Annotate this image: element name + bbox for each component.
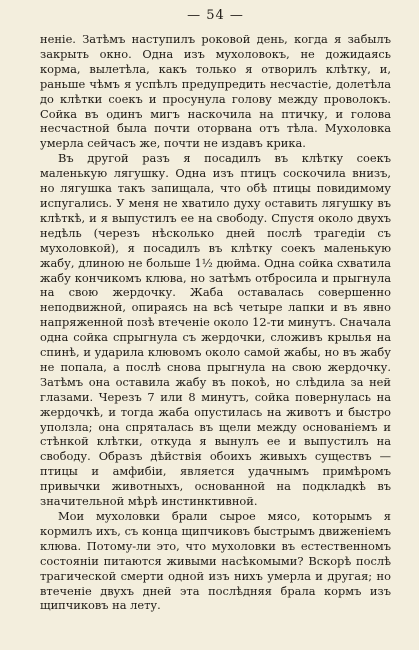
paragraph-continuation: неніе. Затѣмъ наступилъ роковой день, когда я забылъ закрыть окно. Одна изъ мухоловокъ, не дожидаясь корма, вылетѣла, какъ только я отворилъ клѣтку, и, раньше чѣмъ я успѣлъ предупредить несчастіе, долетѣла до клѣтки соекъ и просунула голову между проволокъ. Сойка въ одинъ мигъ наскочила на птичку, и голова несчастной была почти оторвана отъ тѣла. Мухоловка умерла сейчасъ же, почти не издавъ крика.: [40, 32, 391, 151]
paragraph-frog-and-toad: Въ другой разъ я посадилъ въ клѣтку соекъ маленькую лягушку. Одна изъ птицъ соскочила внизъ, но лягушка такъ запищала, что обѣ птицы повидимому испугались. У меня не хватило духу оставить лягушку въ клѣткѣ, и я выпустилъ ее на свободу. Спустя около двухъ недѣль (черезъ нѣсколько дней послѣ трагедіи съ мухоловкой), я посадилъ въ клѣтку соекъ маленькую жабу, длиною не больше 1½ дюйма. Одна сойка схватила жабу кончикомъ клюва, но затѣмъ отбросила и прыгнула на свою жердочку. Жаба оставалась совершенно неподвижной, опираясь на всѣ четыре лапки и въ явно напряженной позѣ втеченіе около 12-ти минутъ. Сначала одна сойка спрыгнула съ жердочки, сложивъ крылья на спинѣ, и ударила клювомъ около самой жабы, но въ жабу не попала, а послѣ снова прыгнула на свою жердочку. Затѣмъ она оставила жабу въ покоѣ, но слѣдила за ней глазами. Черезъ 7 или 8 минутъ, сойка повернулась на жердочкѣ, и тогда жаба опустилась на животъ и быстро уползла; она спряталась въ щели между основаніемъ и стѣнкой клѣтки, откуда я вынулъ ее и выпустилъ на свободу. Образъ дѣйствія обоихъ живыхъ существъ — птицы и амфибіи, является удачнымъ примѣромъ привычки животныхъ, основанной на подкладкѣ въ значительной мѣрѣ инстинктивной.: [40, 151, 391, 509]
page-body: [40, 32, 391, 613]
paragraph-feeding: Мои мухоловки брали сырое мясо, которымъ я кормилъ ихъ, съ конца щипчиковъ быстрымъ движеніемъ клюва. Потому-ли это, что мухоловки въ естественномъ состояніи питаются живыми насѣкомыми? Вскорѣ послѣ трагической смерти одной изъ нихъ умерла и другая; но втеченіе двухъ дней эта послѣдняя брала кормъ изъ щипчиковъ на лету.: [40, 509, 391, 613]
page-number: — 54 —: [187, 8, 244, 23]
